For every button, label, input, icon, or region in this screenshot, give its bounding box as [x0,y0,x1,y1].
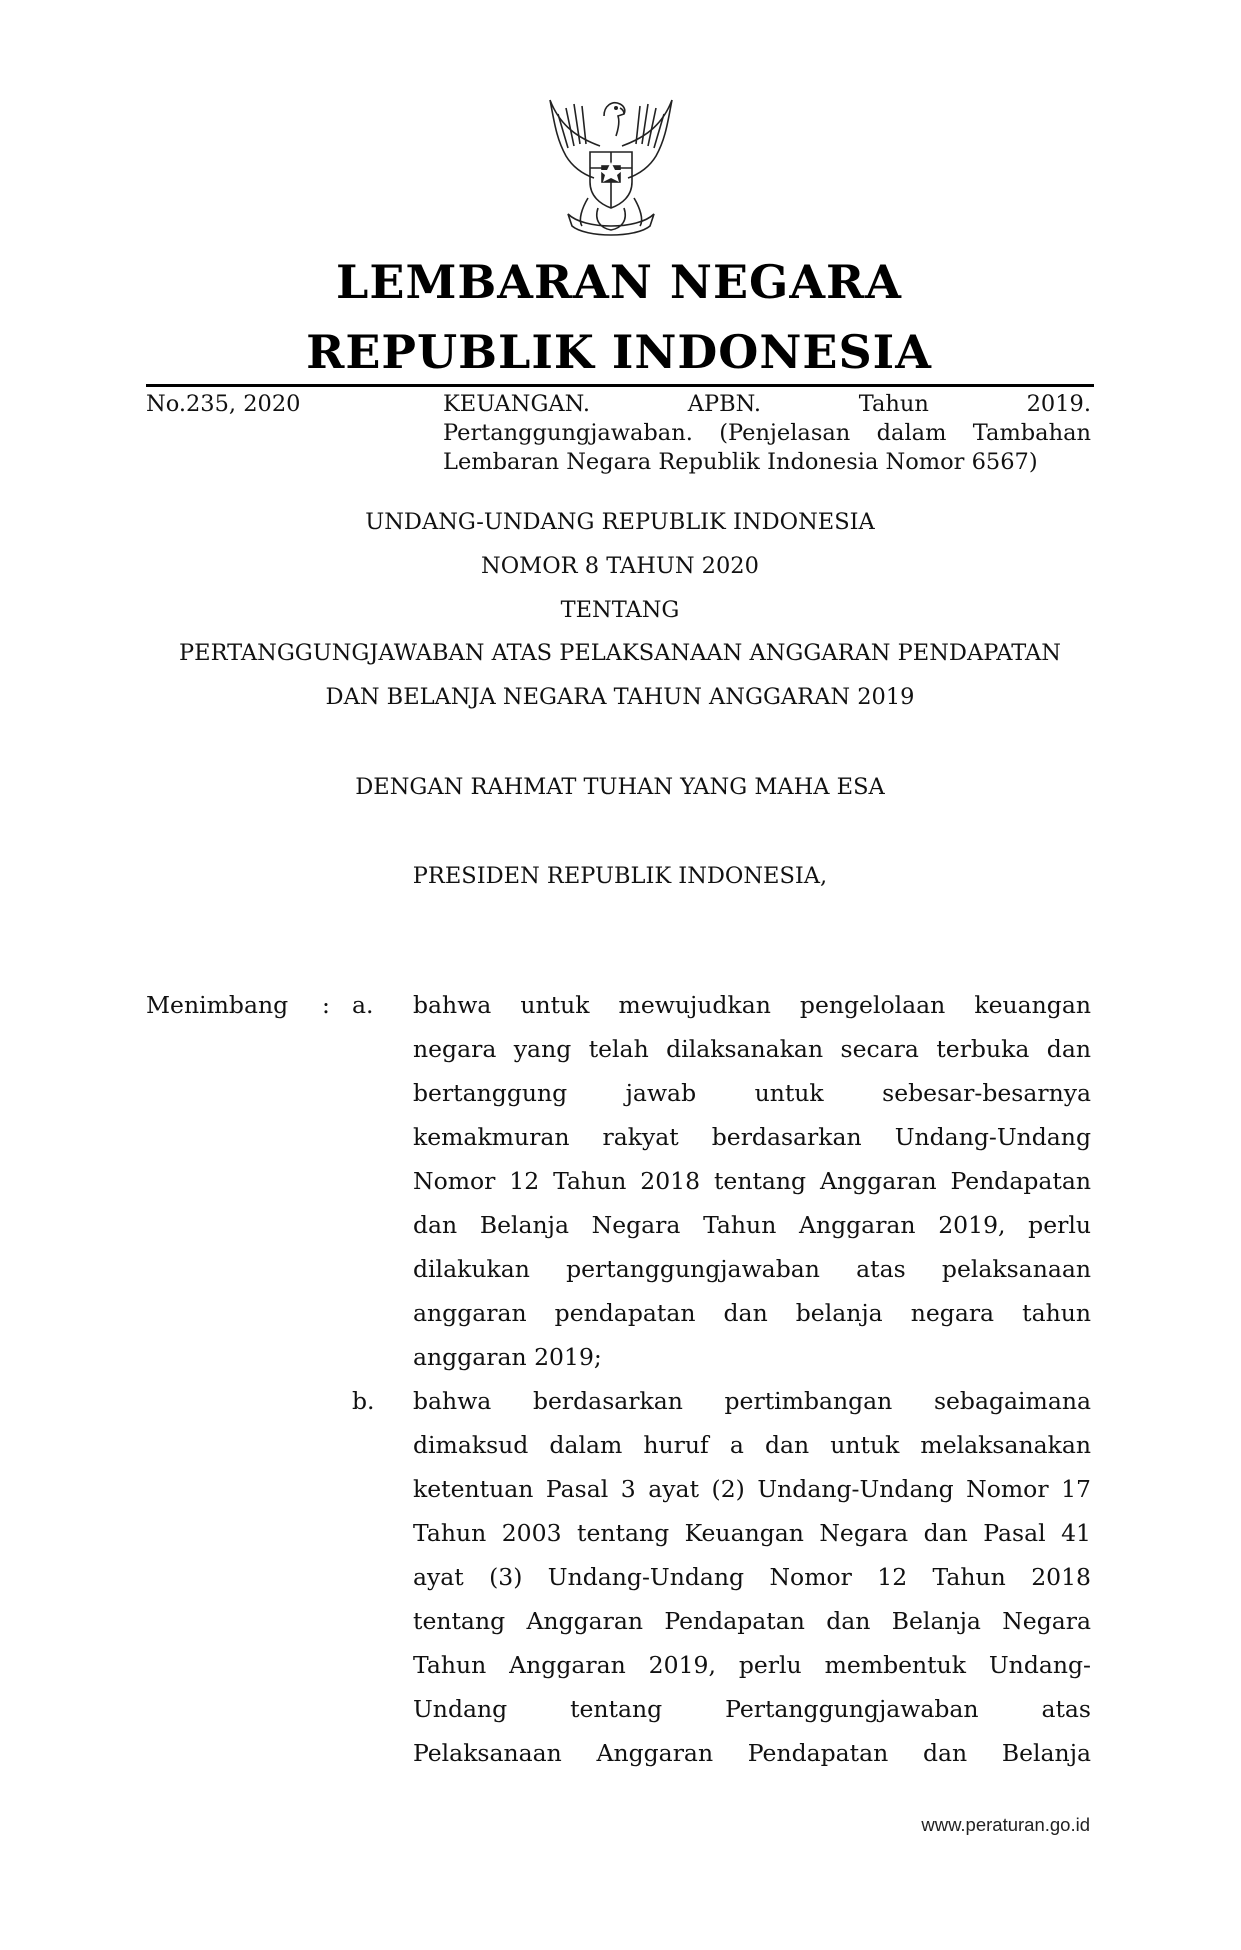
consideration-item-b [413,1379,1091,1775]
gazette-number: No.235, 2020 [146,391,301,417]
paragraph-line: Tahun 2003 tentang Keuangan Negara dan Pasal 41 [413,1519,1091,1547]
garuda-emblem-icon [538,86,684,244]
paragraph-line: bahwa untuk mewujudkan pengelolaan keuangan [413,991,1091,1019]
paragraph-line: Undang tentang Pertanggungjawaban atas [413,1695,1091,1723]
masthead-subtitle: REPUBLIK INDONESIA [306,325,932,379]
law-heading: UNDANG-UNDANG REPUBLIK INDONESIA [365,509,875,535]
paragraph-line: Nomor 12 Tahun 2018 tentang Anggaran Pendapatan [413,1167,1091,1195]
blessing-line: DENGAN RAHMAT TUHAN YANG MAHA ESA [355,774,885,800]
paragraph-line: Pelaksanaan Anggaran Pendapatan dan Belanja [413,1739,1091,1767]
paragraph-line: tentang Anggaran Pendapatan dan Belanja Negara [413,1607,1091,1635]
paragraph-line: dimaksud dalam huruf a dan untuk melaksanakan [413,1431,1091,1459]
paragraph-line: Tahun Anggaran 2019, perlu membentuk Undang- [413,1651,1091,1679]
item-marker-b: b. [352,1387,375,1415]
footer-website-link[interactable]: www.peraturan.go.id [921,1814,1090,1835]
gazette-description-line: KEUANGAN. APBN. Tahun 2019. [443,391,1091,417]
paragraph-line: dan Belanja Negara Tahun Anggaran 2019, perlu [413,1211,1091,1239]
gazette-description-line: Lembaran Negara Republik Indonesia Nomor 6567) [443,449,1038,475]
paragraph-line: anggaran pendapatan dan belanja negara tahun [413,1299,1091,1327]
law-about-label: TENTANG [560,597,680,623]
paragraph-line: ayat (3) Undang-Undang Nomor 12 Tahun 2018 [413,1563,1091,1591]
paragraph-line: bertanggung jawab untuk sebesar-besarnya [413,1079,1091,1107]
item-marker-a: a. [352,991,374,1019]
paragraph-line: bahwa berdasarkan pertimbangan sebagaimana [413,1387,1091,1415]
consideration-item-a [413,983,1091,1379]
president-line: PRESIDEN REPUBLIK INDONESIA, [412,863,828,889]
gazette-description-line: Pertanggungjawaban. (Penjelasan dalam Tambahan [443,420,1091,446]
considering-label: Menimbang [146,991,289,1019]
law-subject-line-2: DAN BELANJA NEGARA TAHUN ANGGARAN 2019 [325,684,915,710]
paragraph-line: negara yang telah dilaksanakan secara terbuka dan [413,1035,1091,1063]
paragraph-line: dilakukan pertanggungjawaban atas pelaksanaan [413,1255,1091,1283]
law-subject-line-1: PERTANGGUNGJAWABAN ATAS PELAKSANAAN ANGGARAN PENDAPATAN [179,640,1061,666]
masthead-title: LEMBARAN NEGARA [336,255,902,309]
law-number: NOMOR 8 TAHUN 2020 [481,553,759,579]
gazette-description [443,390,1091,477]
considering-colon: : [322,991,330,1019]
paragraph-line: anggaran 2019; [413,1343,602,1371]
paragraph-line: ketentuan Pasal 3 ayat (2) Undang-Undang Nomor 17 [413,1475,1091,1503]
masthead-divider [146,384,1094,387]
paragraph-line: kemakmuran rakyat berdasarkan Undang-Undang [413,1123,1091,1151]
